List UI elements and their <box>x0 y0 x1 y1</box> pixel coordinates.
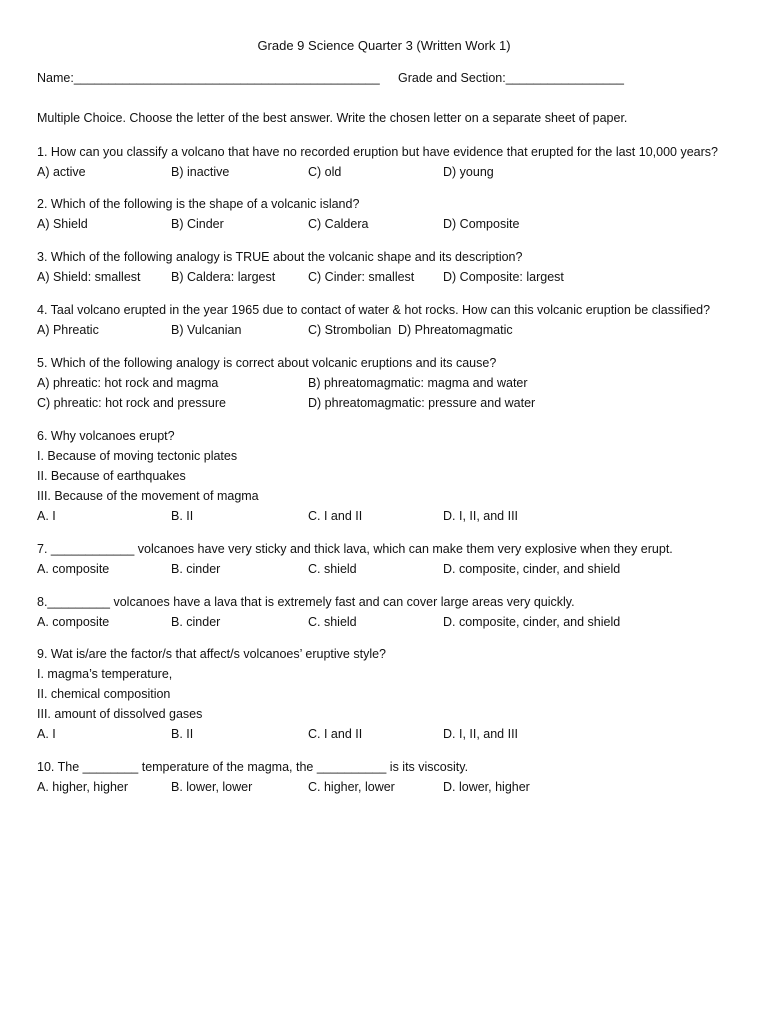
option-d: D) phreatomagmatic: pressure and water <box>308 396 536 410</box>
option-a: A) Shield: smallest <box>37 270 141 284</box>
option-c: C. I and II <box>308 509 363 523</box>
statement: III. amount of dissolved gases <box>37 707 203 721</box>
question-text: 2. Which of the following is the shape of a volcanic island? <box>37 197 360 211</box>
option-a: A) Phreatic <box>37 323 99 337</box>
question-text: 8._________ volcanoes have a lava that is extremely fast and can cover large areas very quickly. <box>37 595 575 609</box>
question-text: 6. Why volcanoes erupt? <box>37 429 175 443</box>
question-3 <box>37 247 757 287</box>
options-row <box>37 162 757 182</box>
question-text: 10. The ________ temperature of the magma, the __________ is its viscosity. <box>37 760 469 774</box>
option-c: C. shield <box>308 615 357 629</box>
question-1 <box>37 142 757 182</box>
options-row <box>37 559 757 579</box>
grade-section-field: Grade and Section:_________________ <box>398 71 624 85</box>
option-d: D) Phreatomagmatic <box>398 323 513 337</box>
option-a: A) Shield <box>37 217 88 231</box>
question-text: 3. Which of the following analogy is TRUE about the volcanic shape and its description? <box>37 250 523 264</box>
option-a: A. I <box>37 727 56 741</box>
options-row <box>37 267 757 287</box>
options-row <box>37 214 757 234</box>
option-b: B. II <box>171 727 194 741</box>
option-a: A. composite <box>37 562 110 576</box>
option-b: B. II <box>171 509 194 523</box>
option-a: A. composite <box>37 615 110 629</box>
question-text: 5. Which of the following analogy is correct about volcanic eruptions and its cause? <box>37 356 497 370</box>
instructions: Multiple Choice. Choose the letter of the best answer. Write the chosen letter on a separate sheet of paper. <box>37 111 628 125</box>
option-c: C. higher, lower <box>308 780 395 794</box>
option-a: A) active <box>37 165 86 179</box>
option-d: D) young <box>443 165 494 179</box>
option-b: B) Cinder <box>171 217 224 231</box>
statement: II. Because of earthquakes <box>37 469 186 483</box>
statement: I. magma’s temperature, <box>37 667 173 681</box>
question-7 <box>37 539 757 579</box>
question-text: 7. ____________ volcanoes have very sticky and thick lava, which can make them very explosive when they erupt. <box>37 542 673 556</box>
option-c: C) Caldera <box>308 217 369 231</box>
options-row <box>37 612 757 632</box>
option-c: C) Strombolian <box>308 323 392 337</box>
question-8 <box>37 592 757 632</box>
option-d: D. I, II, and III <box>443 509 519 523</box>
question-4 <box>37 300 757 340</box>
options-row <box>37 506 757 526</box>
option-b: B. lower, lower <box>171 780 253 794</box>
option-a: A) phreatic: hot rock and magma <box>37 376 219 390</box>
option-b: B) Vulcanian <box>171 323 242 337</box>
statement: III. Because of the movement of magma <box>37 489 259 503</box>
option-d: D. lower, higher <box>443 780 530 794</box>
question-9 <box>37 644 757 744</box>
option-c: C) Cinder: smallest <box>308 270 415 284</box>
question-6 <box>37 426 757 526</box>
option-d: D. composite, cinder, and shield <box>443 615 621 629</box>
page-title: Grade 9 Science Quarter 3 (Written Work 1) <box>257 38 511 53</box>
options-row <box>37 777 757 797</box>
option-c: C. shield <box>308 562 357 576</box>
option-d: D) Composite <box>443 217 520 231</box>
option-b: B. cinder <box>171 615 221 629</box>
question-text: 4. Taal volcano erupted in the year 1965 due to contact of water & hot rocks. How can this volcanic eruption be classified? <box>37 303 711 317</box>
statement: I. Because of moving tectonic plates <box>37 449 238 463</box>
option-b: B) phreatomagmatic: magma and water <box>308 376 528 390</box>
question-10 <box>37 757 757 797</box>
option-d: D. I, II, and III <box>443 727 519 741</box>
option-c: C) old <box>308 165 342 179</box>
option-a: A. higher, higher <box>37 780 129 794</box>
name-field: Name:____________________________________________ <box>37 71 380 85</box>
option-c: C) phreatic: hot rock and pressure <box>37 396 226 410</box>
option-b: B) Caldera: largest <box>171 270 276 284</box>
options-row <box>37 724 757 744</box>
option-b: B. cinder <box>171 562 221 576</box>
option-d: D. composite, cinder, and shield <box>443 562 621 576</box>
question-text: 9. Wat is/are the factor/s that affect/s volcanoes’ eruptive style? <box>37 647 387 661</box>
options-row <box>37 393 757 413</box>
question-text: 1. How can you classify a volcano that have no recorded eruption but have evidence that erupted for the last 10,000 years? <box>37 145 718 159</box>
question-2 <box>37 194 757 234</box>
options-row <box>37 373 757 393</box>
option-b: B) inactive <box>171 165 230 179</box>
question-5 <box>37 353 757 413</box>
statement: II. chemical composition <box>37 687 171 701</box>
option-d: D) Composite: largest <box>443 270 564 284</box>
option-c: C. I and II <box>308 727 363 741</box>
options-row <box>37 320 757 340</box>
option-a: A. I <box>37 509 56 523</box>
